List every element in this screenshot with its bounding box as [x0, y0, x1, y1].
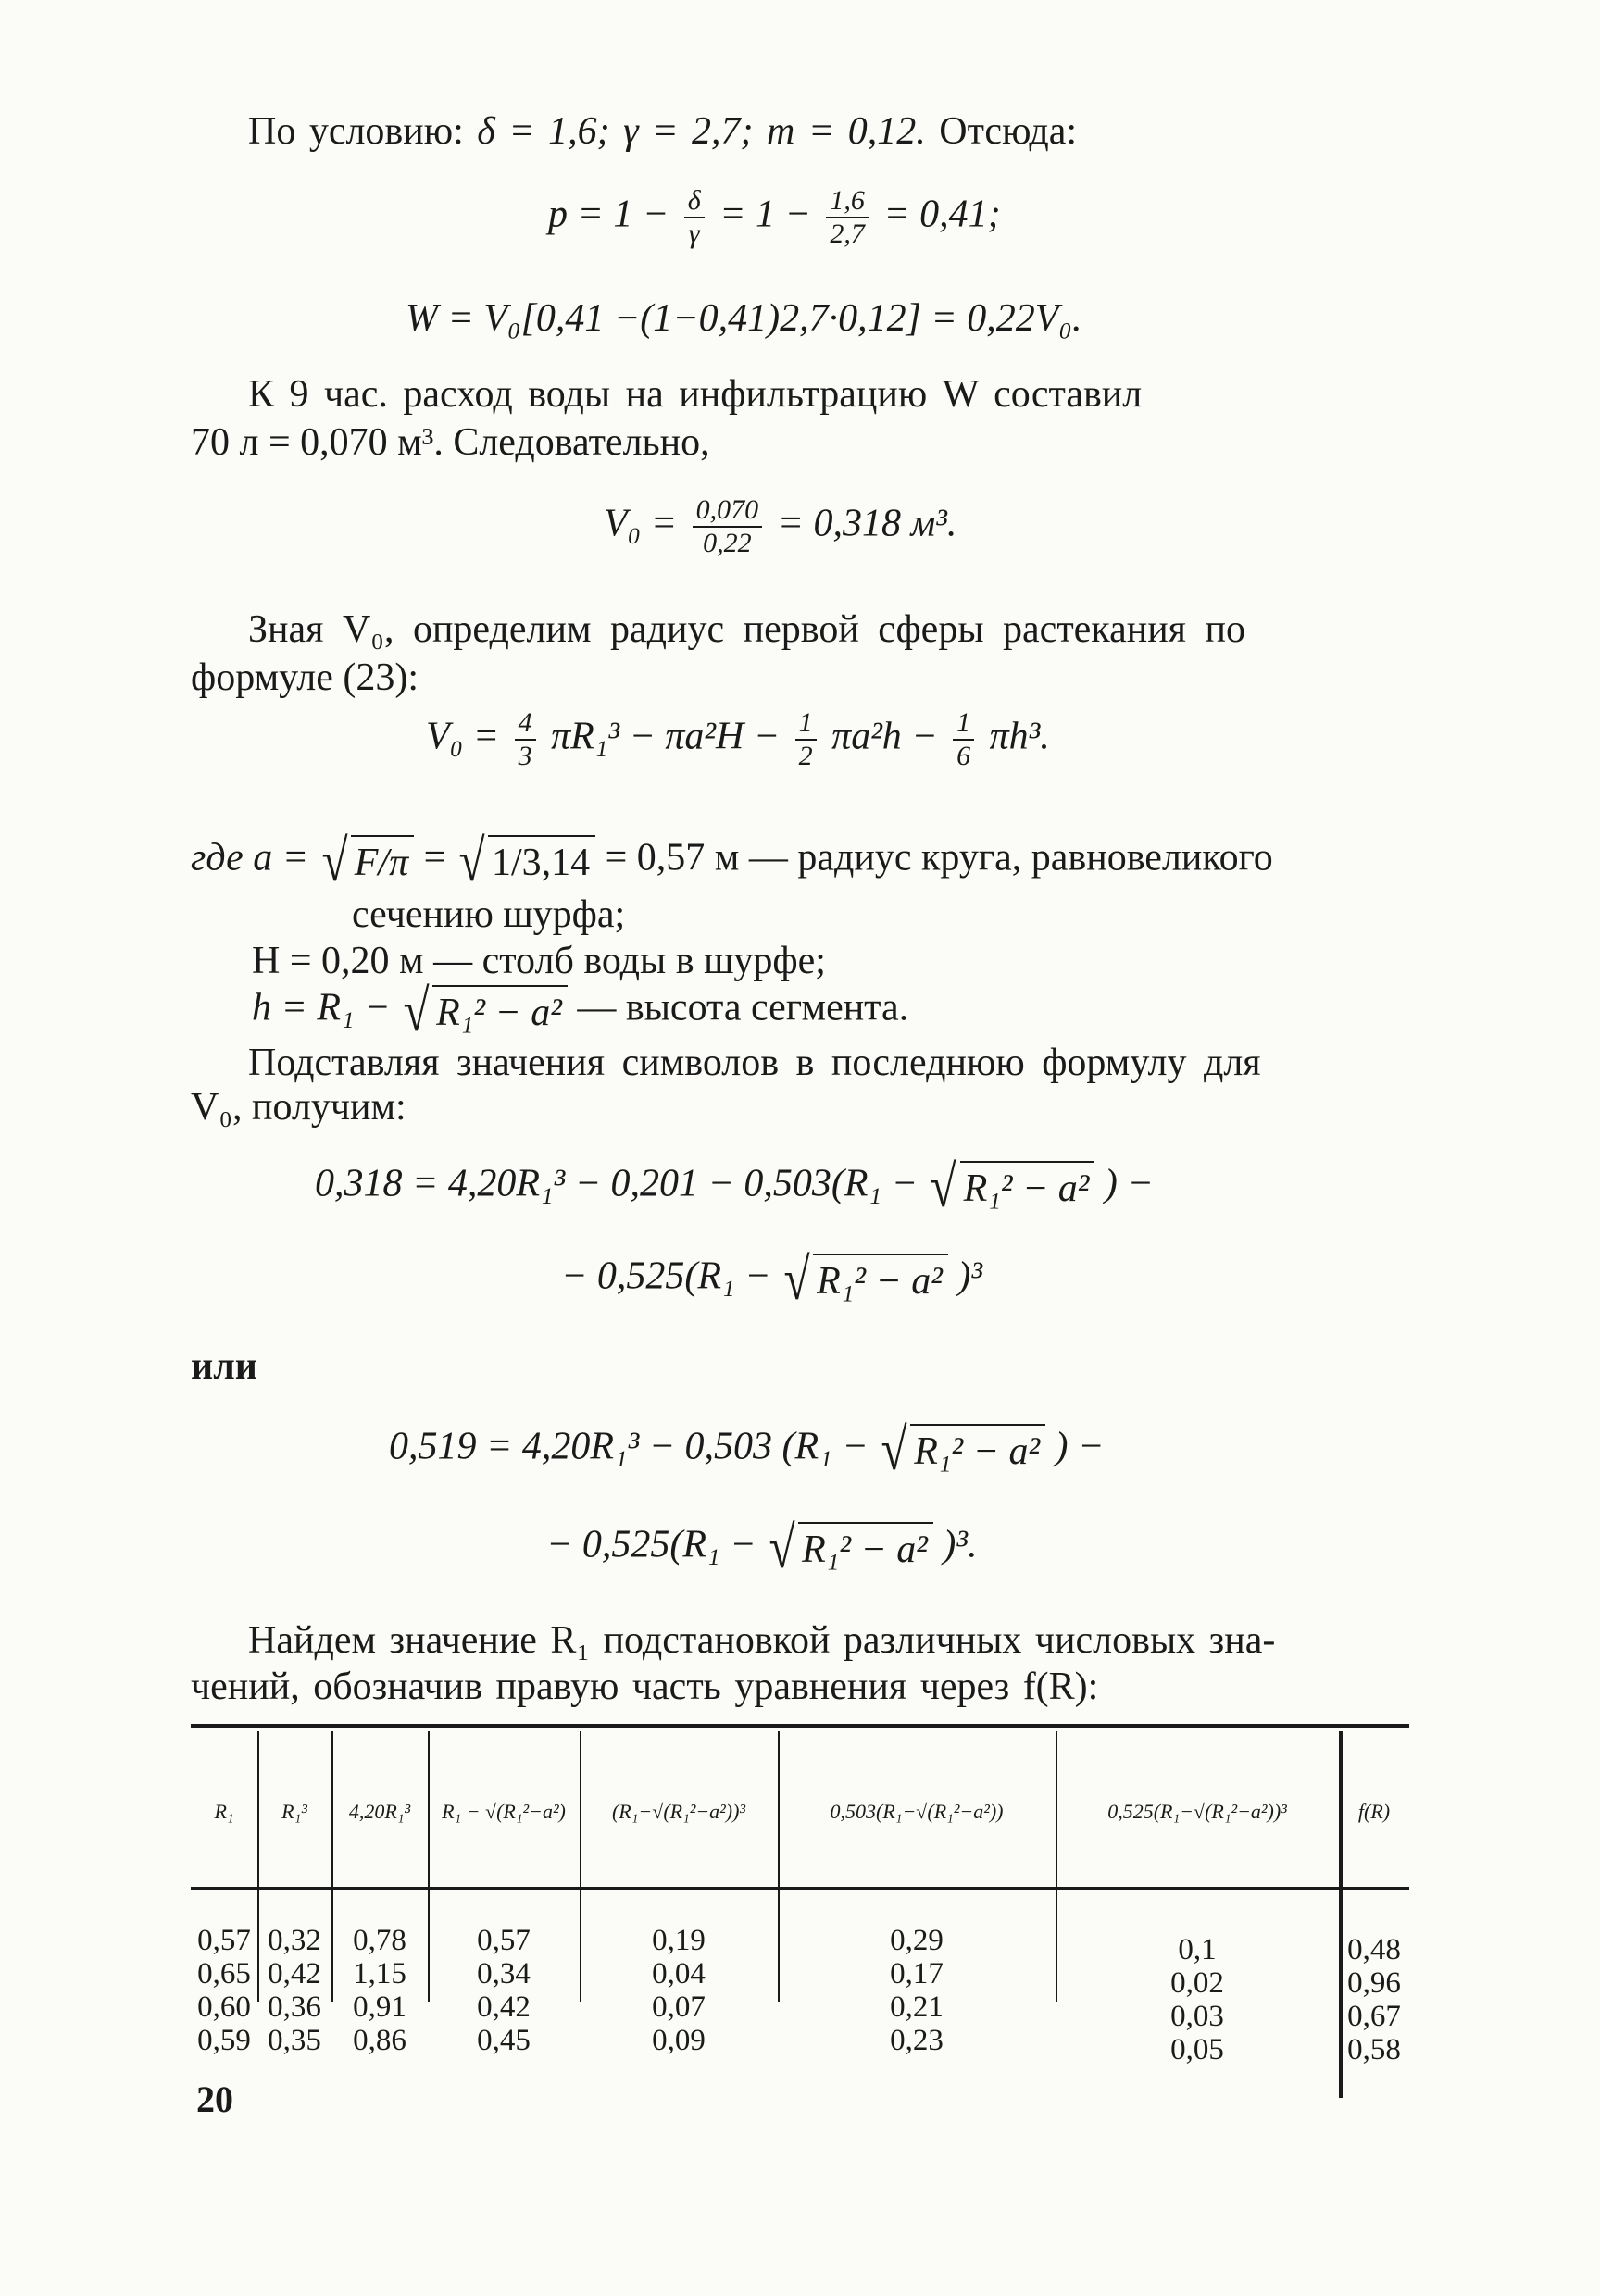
table-column	[191, 1924, 257, 2057]
radical-icon: √	[458, 828, 485, 893]
table-cell: 0,05	[1170, 2033, 1224, 2066]
formula-frac2	[795, 707, 817, 772]
sqrt-r1-a	[400, 978, 568, 1043]
para4-line2: чений, обозначив правую часть уравнения через f(R):	[191, 1666, 1099, 1708]
h-prefix: h = R₁ −	[252, 986, 391, 1029]
equation-sub3	[389, 1416, 1105, 1482]
equation-sub1	[315, 1154, 1154, 1219]
sqrt-r1-a	[878, 1416, 1045, 1482]
frac-den: 2,7	[830, 218, 865, 249]
table-cell: 0,21	[890, 1990, 944, 2024]
frac-den: 2	[798, 741, 813, 771]
table-cell: 0,65	[197, 1957, 251, 1990]
frac-num: 4	[515, 707, 536, 741]
formula-term3: πh³.	[989, 715, 1050, 758]
intro-line	[248, 107, 1077, 156]
frac-num: 1	[953, 707, 974, 741]
radical-icon: √	[881, 1416, 907, 1482]
eq-p-rhs: = 0,41;	[883, 193, 1001, 236]
eq-sub3-a: 0,519 = 4,20R₁³ − 0,503 (R₁ −	[389, 1425, 869, 1468]
table-cell: 0,58	[1347, 2033, 1401, 2066]
para1-line2: 70 л = 0,070 м³. Следовательно,	[191, 421, 710, 464]
table-column	[580, 1924, 778, 2057]
formula-lhs: V₀ =	[426, 715, 500, 758]
sqrt-body: R₁² − a²	[813, 1254, 948, 1305]
equation-sub4	[546, 1515, 978, 1580]
sqrt-body: 1/3,14	[488, 835, 595, 887]
table-cell: 0,29	[890, 1924, 944, 1957]
table-cell: 0,34	[477, 1957, 531, 1990]
equation-v0-formula	[426, 707, 1050, 772]
table-column	[428, 1924, 580, 2057]
table-cell: 0,86	[353, 2024, 406, 2057]
radical-icon: √	[769, 1515, 795, 1580]
table-cell: 0,02	[1170, 1966, 1224, 2000]
eq-p-lhs: p = 1 −	[548, 193, 669, 236]
table-cell: 0,09	[652, 2024, 706, 2057]
eq-sub3-b: ) −	[1055, 1425, 1105, 1468]
table-cell: 0,23	[890, 2024, 944, 2057]
sqrt-body: R₁² − a²	[960, 1161, 1095, 1213]
formula-term1: πR₁³ − πa²H −	[551, 715, 781, 758]
table-cell: 0,32	[268, 1924, 321, 1957]
table-cell: 0,91	[353, 1990, 406, 2024]
where-a-mid: =	[423, 836, 446, 880]
sqrt-r1-a	[781, 1246, 948, 1312]
cond-m: m = 0,12.	[767, 110, 926, 153]
formula-frac3	[953, 707, 974, 772]
table-header-cell: f(R)	[1357, 1800, 1391, 1823]
table-cell: 0,60	[197, 1990, 251, 2024]
frac-num: 1,6	[826, 185, 869, 218]
cond-delta: δ = 1,6;	[477, 110, 610, 153]
para1-line1: К 9 час. расход воды на инфильтрацию W составил	[248, 373, 1143, 416]
table-header-rule	[191, 1887, 1409, 1890]
formula-term2: πa²h −	[831, 715, 938, 758]
sqrt-f-over-pi	[319, 828, 415, 893]
equation-p	[548, 185, 1001, 250]
frac-num: 0,070	[693, 494, 763, 528]
frac-den: 0,22	[703, 528, 752, 558]
eq-sub1-b: ) −	[1104, 1162, 1154, 1205]
eq-p-mid: = 1 −	[719, 193, 811, 236]
frac-den: γ	[688, 218, 700, 249]
sqrt-body: R₁² − a²	[910, 1424, 1045, 1476]
eq-sub2-b: )³	[957, 1254, 982, 1298]
where-a-prefix: где a =	[191, 836, 309, 880]
table-cell: 0,03	[1170, 2000, 1224, 2033]
sqrt-r1-a	[766, 1515, 933, 1580]
where-h-big: H = 0,20 м — столб воды в шурфе;	[252, 940, 826, 982]
equation-sub2	[561, 1246, 982, 1312]
table-cell: 0,48	[1347, 1933, 1401, 1966]
ili-text: или	[191, 1345, 257, 1388]
eq-v0-frac	[693, 494, 763, 559]
equation-w: W = V₀[0,41 −(1−0,41)2,7·0,12] = 0,22V₀.	[406, 297, 1082, 340]
frac-den: 3	[518, 741, 532, 771]
cond-gamma: γ = 2,7;	[623, 110, 754, 153]
frac-den: 6	[956, 741, 971, 771]
eq-sub4-b: )³.	[943, 1523, 978, 1566]
table-cell: 0,78	[353, 1924, 406, 1957]
para3-line1: Подставляя значения символов в последнюю формулу для	[248, 1042, 1261, 1084]
table-column	[331, 1924, 428, 2057]
para2-line1: Зная V₀, определим радиус первой сферы растекания по	[248, 608, 1245, 651]
where-a-line2: сечению шурфа;	[352, 893, 626, 936]
table-cell: 0,57	[477, 1924, 531, 1957]
table-cell: 0,17	[890, 1957, 944, 1990]
h-suffix: — высота сегмента.	[577, 986, 909, 1029]
where-h-small	[252, 978, 909, 1043]
para4-line1: Найдем значение R₁ подстановкой различных числовых зна-	[248, 1619, 1276, 1662]
eq-p-frac2	[826, 185, 869, 250]
table-header-cell: 0,525(R₁−√(R₁²−a²))³	[1107, 1800, 1287, 1823]
formula-frac1	[515, 707, 536, 772]
table-column	[1339, 1933, 1409, 2066]
table-cell: 0,42	[477, 1990, 531, 2024]
table-cell: 0,59	[197, 2024, 251, 2057]
table-cell: 0,1	[1178, 1933, 1217, 1966]
radical-icon: √	[321, 828, 348, 893]
table-cell: 0,96	[1347, 1966, 1401, 2000]
intro-prefix: По условию:	[248, 110, 464, 153]
frac-num: 1	[795, 707, 817, 741]
para3-line2: V₀, получим:	[191, 1086, 406, 1129]
table-column	[257, 1924, 331, 2057]
where-a-line	[191, 828, 1273, 893]
equation-v0-value	[604, 494, 956, 559]
table-cell: 0,07	[652, 1990, 706, 2024]
page-number: 20	[196, 2078, 233, 2120]
table-cell: 0,42	[268, 1957, 321, 1990]
table-cell: 0,19	[652, 1924, 706, 1957]
table-cell: 1,15	[353, 1957, 406, 1990]
table-header-cell: 0,503(R₁−√(R₁²−a²))	[830, 1800, 1004, 1823]
eq-sub1-a: 0,318 = 4,20R₁³ − 0,201 − 0,503(R₁ −	[315, 1162, 918, 1205]
para2-line2: формуле (23):	[191, 656, 419, 699]
table-cell: 0,45	[477, 2024, 531, 2057]
table-header-cell: R₁ − √(R₁²−a²)	[442, 1800, 566, 1823]
table-header-cell: (R₁−√(R₁²−a²))³	[611, 1800, 746, 1823]
radical-icon: √	[930, 1154, 957, 1219]
sqrt-r1-a	[927, 1154, 1094, 1219]
radical-icon: √	[783, 1246, 810, 1312]
sqrt-body: F/π	[351, 835, 414, 887]
table-top-rule	[191, 1724, 1409, 1728]
frac-num: δ	[684, 185, 705, 218]
intro-suffix: Отсюда:	[939, 110, 1077, 153]
table-cell: 0,67	[1347, 2000, 1401, 2033]
radical-icon: √	[403, 978, 430, 1043]
eq-p-frac1	[684, 185, 705, 250]
table-cell: 0,35	[268, 2024, 321, 2057]
table-cell: 0,57	[197, 1924, 251, 1957]
sqrt-1-over-314	[456, 828, 595, 893]
table-header-cell: R₁³	[281, 1800, 307, 1823]
table-header-cell: R₁	[214, 1800, 234, 1823]
table-cell: 0,04	[652, 1957, 706, 1990]
where-a-rhs: = 0,57 м — радиус круга, равновеликого	[605, 836, 1273, 880]
eq-v0-rhs: = 0,318 м³.	[777, 502, 957, 545]
eq-sub2-a: − 0,525(R₁ −	[561, 1254, 771, 1298]
eq-v0-lhs: V₀ =	[604, 502, 678, 545]
table-header-cell: 4,20R₁³	[348, 1800, 411, 1823]
sqrt-body: R₁² − a²	[432, 985, 568, 1037]
table-cell: 0,36	[268, 1990, 321, 2024]
results-table	[191, 1724, 1409, 2090]
sqrt-body: R₁² − a²	[798, 1522, 933, 1574]
eq-sub4-a: − 0,525(R₁ −	[546, 1523, 756, 1566]
table-column	[1056, 1933, 1339, 2066]
table-column	[778, 1924, 1056, 2057]
